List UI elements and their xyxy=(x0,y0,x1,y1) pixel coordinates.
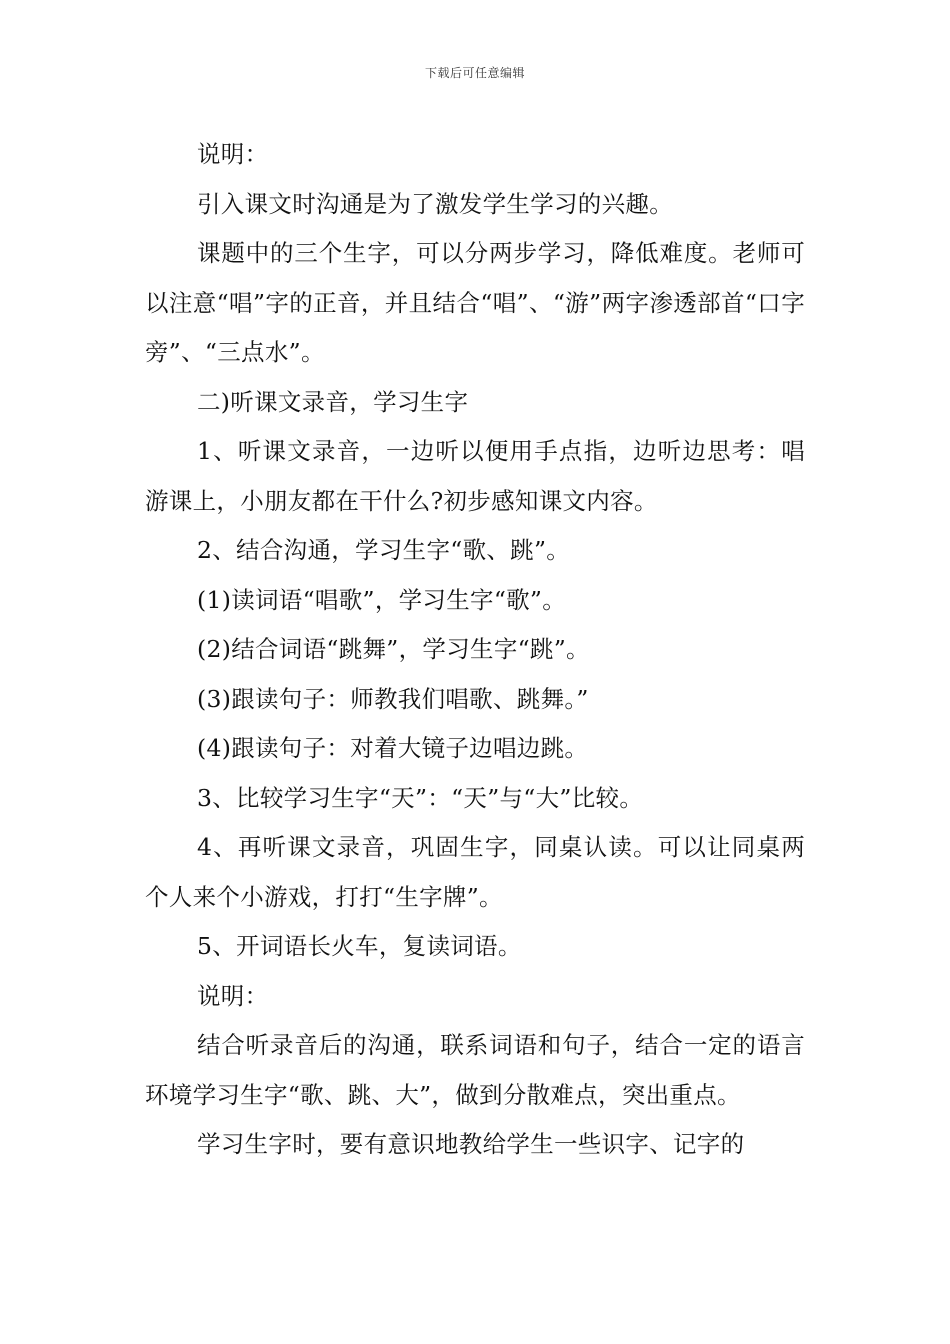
paragraph-substep-2: (2)结合词语“跳舞”，学习生字“跳”。 xyxy=(197,635,590,663)
paragraph-note-learning: 学习生字时，要有意识地教给学生一些识字、记字的 xyxy=(197,1130,745,1158)
paragraph-intro-purpose: 引入课文时沟通是为了激发学生学习的兴趣。 xyxy=(197,189,673,218)
paragraph-note-listening: 结合听录音后的沟通，联系词语和句子，结合一定的语言环境学习生字“歌、跳、大”，做到分散难点，突出重点。 xyxy=(145,1031,805,1109)
paragraph-substep-3: (3)跟读句子：师教我们唱歌、跳舞。” xyxy=(197,684,589,713)
paragraph-substep-4: (4)跟读句子：对着大镜子边唱边跳。 xyxy=(197,734,589,762)
page-header: 下载后可任意编辑 xyxy=(424,66,525,80)
paragraph-step-5: 5、开词语长火车，复读词语。 xyxy=(197,932,522,960)
document-body xyxy=(145,130,805,1170)
paragraph-step-4: 4、再听课文录音，巩固生字，同桌认读。可以让同桌两个人来个小游戏，打打“生字牌”。 xyxy=(145,833,805,911)
paragraph-title-characters: 课题中的三个生字，可以分两步学习，降低难度。老师可以注意“唱”字的正音，并且结合“唱”、“游”两字渗透部首“口字旁”、“三点水”。 xyxy=(145,239,805,366)
section-heading-listen: 二)听课文录音，学习生字 xyxy=(197,387,469,416)
paragraph-note-label-2: 说明： xyxy=(197,981,269,1010)
paragraph-substep-1: (1)读词语“唱歌”，学习生字“歌”。 xyxy=(197,585,567,614)
paragraph-step-3: 3、比较学习生字“天”：“天”与“大”比较。 xyxy=(197,783,644,812)
paragraph-step-1: 1、听课文录音，一边听以便用手点指，边听边思考：唱游课上，小朋友都在干什么?初步感知课文内容。 xyxy=(145,437,805,515)
paragraph-step-2: 2、结合沟通，学习生字“歌、跳”。 xyxy=(197,536,571,564)
paragraph-note-label-1: 说明： xyxy=(197,140,269,168)
